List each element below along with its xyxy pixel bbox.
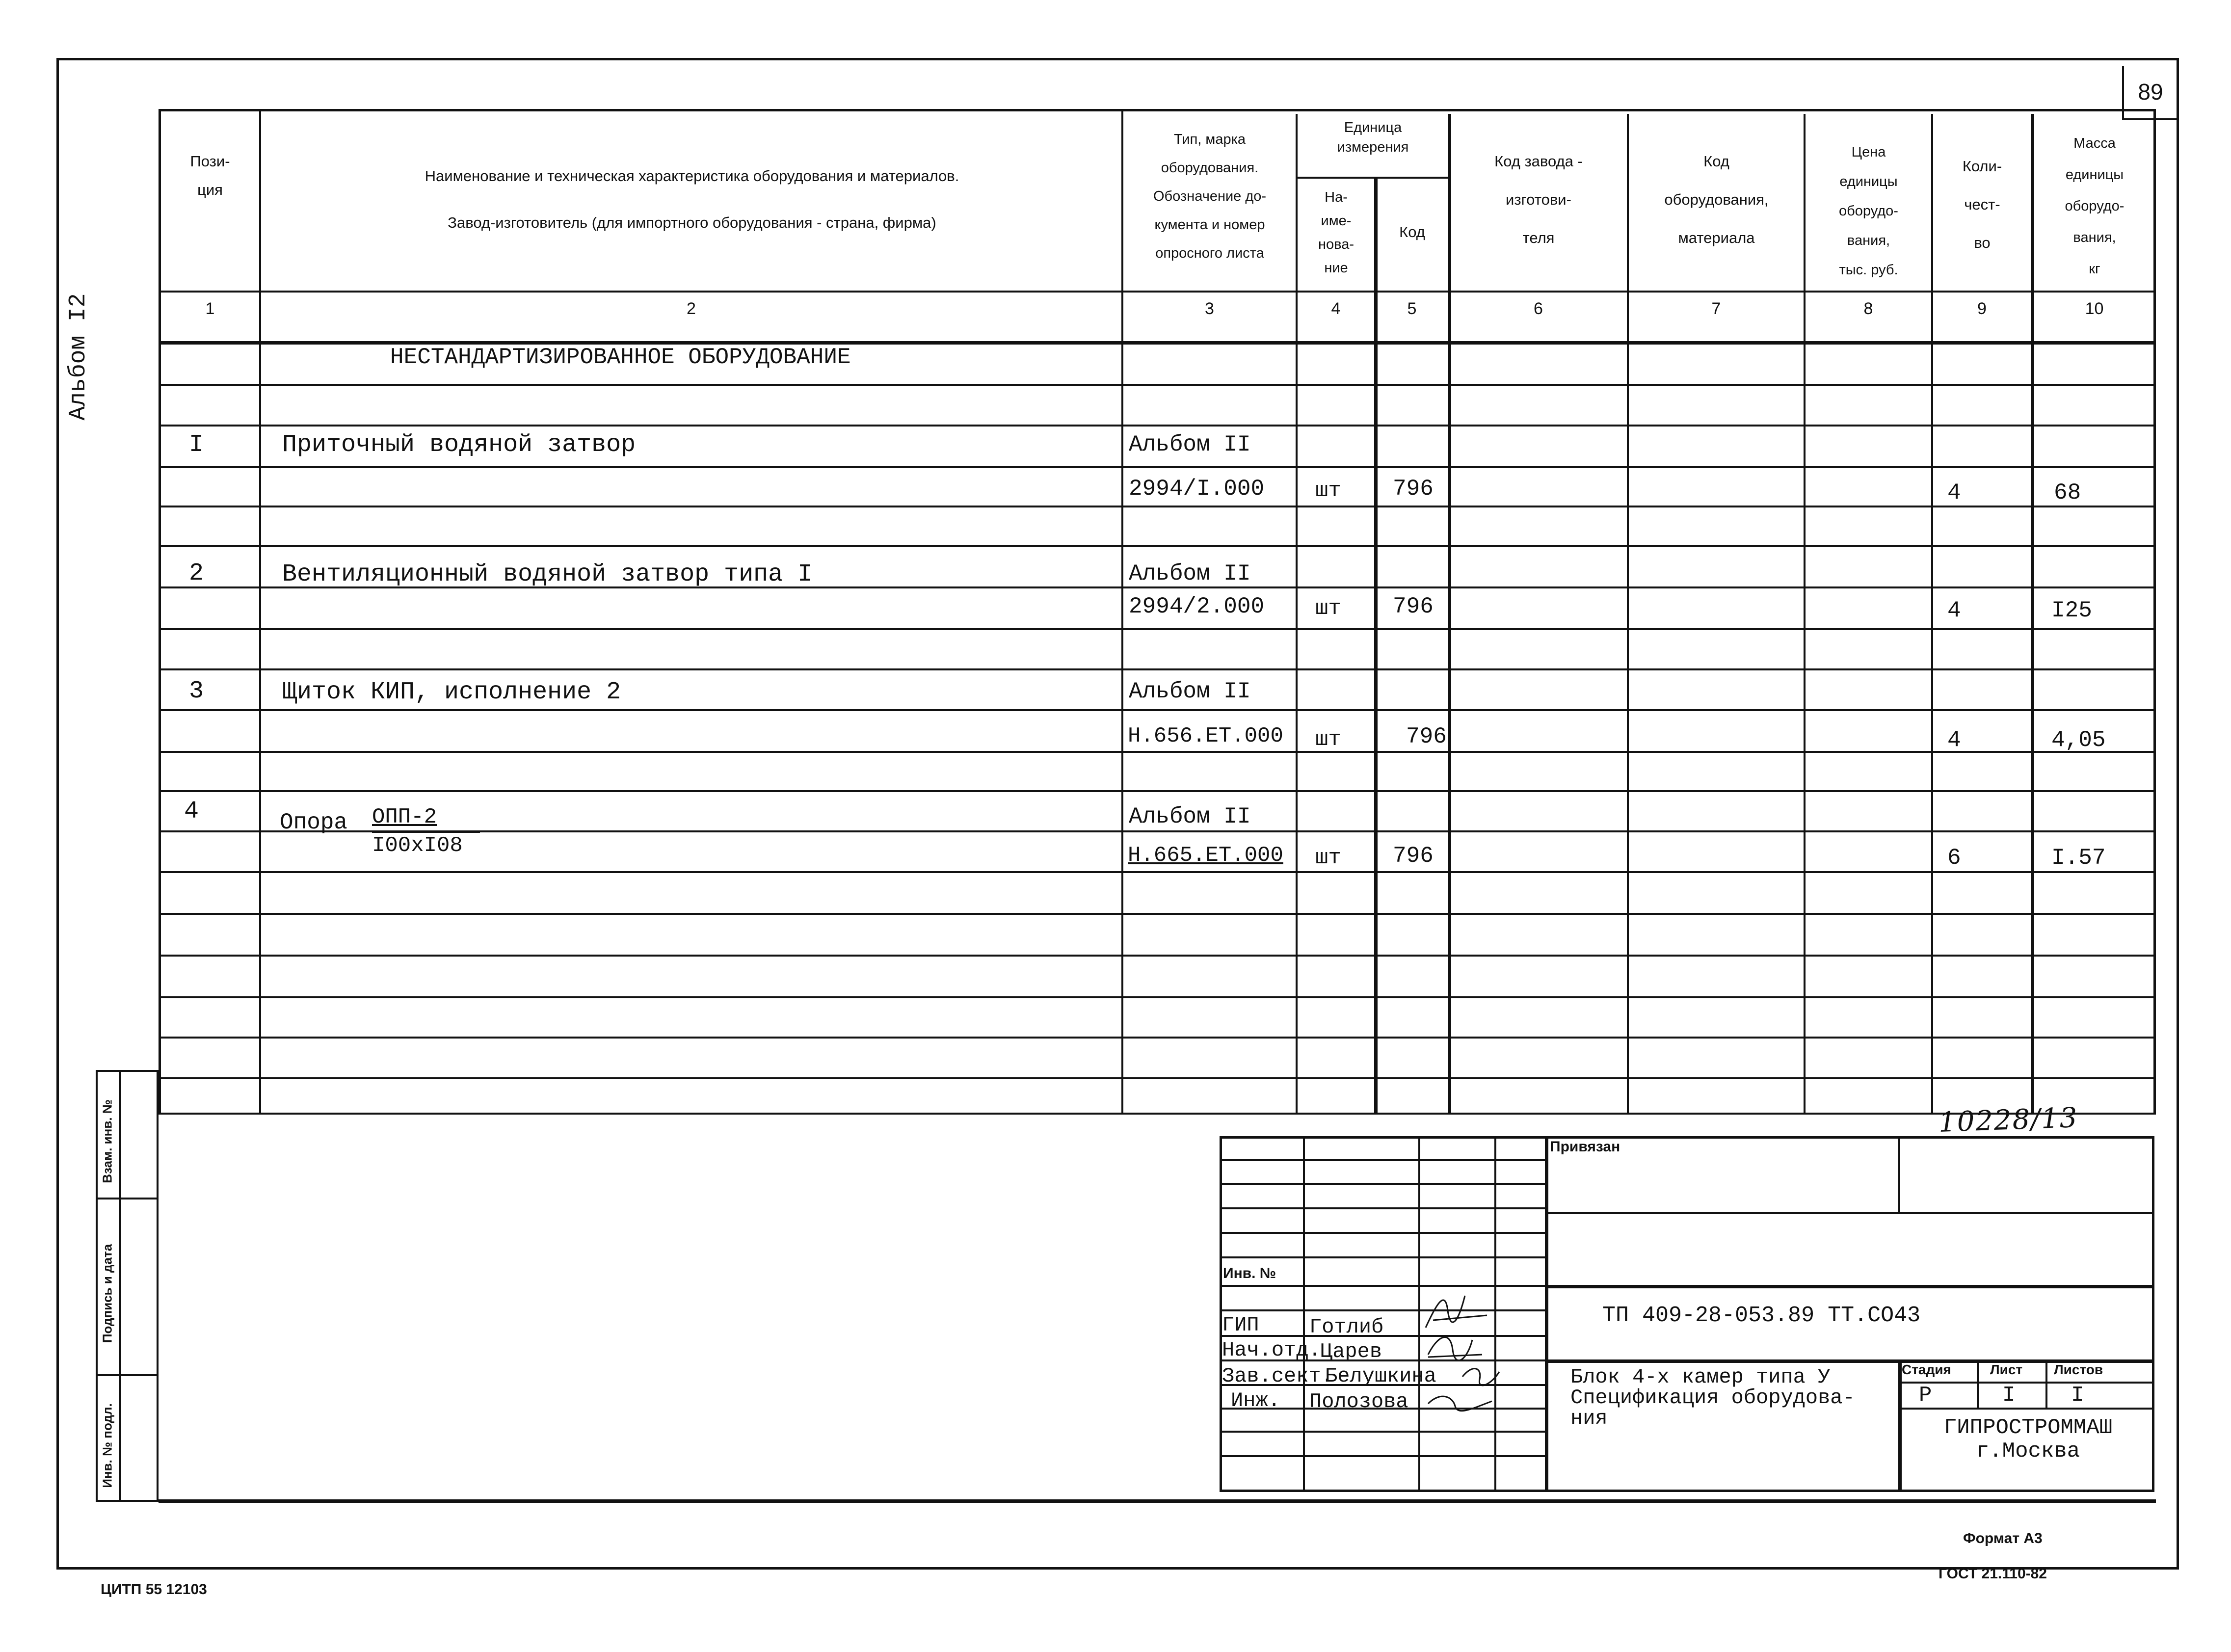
tb-vline <box>1898 1359 1902 1492</box>
item1-mass: 68 <box>2054 480 2081 506</box>
tb-name-4: Полозова <box>1309 1390 1408 1413</box>
item3-doc: Н.656.ЕТ.000 <box>1128 724 1283 748</box>
col-line <box>1804 114 1806 1113</box>
table-row-line <box>159 751 2156 753</box>
tb-role-3: Зав.сект. <box>1222 1364 1333 1388</box>
col8-header: Цена единицы оборудо- вания, тыс. руб. <box>1839 144 1898 278</box>
col10-header: Масса единицы оборудо- вания, кг <box>2065 135 2125 277</box>
gost-label: ГОСТ 21.110-82 <box>1939 1566 2047 1582</box>
col2-header-line2: Завод-изготовитель (для импортного оборудования - страна, фирма) <box>448 214 936 231</box>
item3-qty: 4 <box>1947 727 1961 753</box>
col6-header: Код завода - изготови- теля <box>1494 153 1583 246</box>
tb-name-2: Царев <box>1320 1340 1382 1363</box>
col-line <box>1296 114 1298 1113</box>
album-label: Альбом I2 <box>65 293 92 421</box>
table-row-line <box>159 628 2156 630</box>
sheet-number: 89 <box>2138 79 2163 105</box>
colnum-5: 5 <box>1407 299 1417 318</box>
item1-unit: шт <box>1315 479 1341 503</box>
unit-subheader-line <box>1296 177 1448 179</box>
col1-header: Пози- ция <box>190 153 230 198</box>
table-row-line <box>159 790 2156 792</box>
stamp-replace-inv: Взам. инв. № <box>100 1099 115 1183</box>
item2-qty: 4 <box>1947 598 1961 623</box>
col-line <box>259 109 261 1113</box>
tb-inv-no: Инв. № <box>1223 1265 1276 1281</box>
tb-sheets-label: Листов <box>2054 1362 2103 1377</box>
tb-hline <box>1545 1285 2154 1288</box>
table-bottom-line <box>159 1113 2156 1115</box>
item1-album: Альбом II <box>1129 432 1251 457</box>
format-label: Формат А3 <box>1963 1530 2043 1546</box>
tb-vline <box>2045 1359 2047 1408</box>
colnum-7: 7 <box>1711 299 1721 318</box>
tb-org: ГИПРОСТРОММАШ г.Москва <box>1943 1415 2113 1464</box>
item3-album: Альбом II <box>1129 679 1251 704</box>
table-row-line <box>159 709 2156 711</box>
item4-name: Опора <box>280 810 348 835</box>
tb-stage-label: Стадия <box>1902 1362 1951 1377</box>
item1-doc: 2994/I.000 <box>1129 476 1265 502</box>
item2-doc: 2994/2.000 <box>1129 594 1265 619</box>
table-row-line <box>159 1077 2156 1079</box>
col5-header: Код <box>1399 223 1425 240</box>
tb-row-line <box>1220 1455 1545 1457</box>
tb-title: Блок 4-х камер типа У Спецификация оборудова- ния <box>1570 1365 1855 1430</box>
item3-unit: шт <box>1315 727 1341 752</box>
handwritten-number: 10228/13 <box>1938 1102 2079 1139</box>
item3-pos: 3 <box>189 677 204 705</box>
tb-sheets: I <box>2071 1383 2084 1408</box>
tb-vline <box>1303 1136 1305 1492</box>
tb-role-1: ГИП <box>1222 1313 1259 1337</box>
colnum-10: 10 <box>2085 299 2104 318</box>
item2-unit: шт <box>1315 596 1341 621</box>
header-bottom-line <box>159 291 2156 293</box>
colnum-9: 9 <box>1977 299 1987 318</box>
col-line <box>1121 109 1123 1113</box>
signatures <box>1418 1281 1502 1423</box>
item4-pos: 4 <box>184 798 199 826</box>
signature-4 <box>1428 1396 1492 1411</box>
tb-sheet: I <box>2002 1383 2016 1408</box>
tb-name-3: Белушкина <box>1325 1364 1436 1388</box>
tb-hline <box>1898 1382 2154 1384</box>
colnum-4: 4 <box>1331 299 1341 318</box>
item4-frac-top: ОПП-2 <box>372 805 437 829</box>
col-line <box>1627 114 1629 1113</box>
item4-frac-bottom: I00xI08 <box>372 833 463 858</box>
colnum-3: 3 <box>1205 299 1214 318</box>
tb-role-4: Инж. <box>1231 1389 1280 1412</box>
tb-row-line <box>1220 1207 1545 1209</box>
col3-header: Тип, марка оборудования. Обозначение до- кумента и номер опросного листа <box>1153 132 1267 261</box>
section-title: НЕСТАНДАРТИЗИРОВАННОЕ ОБОРУДОВАНИЕ <box>390 345 851 370</box>
item4-frac-bar <box>372 831 480 833</box>
tb-hline <box>1898 1408 2154 1410</box>
tb-vline <box>1545 1136 1548 1492</box>
colnum-bottom-line <box>159 341 2156 345</box>
item2-mass: I25 <box>2051 598 2092 623</box>
colnum-1: 1 <box>205 299 215 318</box>
colnum-2: 2 <box>687 299 696 318</box>
colnum-8: 8 <box>1863 299 1873 318</box>
print-code: ЦИТП 55 12103 <box>101 1581 207 1598</box>
item2-pos: 2 <box>189 560 204 587</box>
table-row-line <box>159 466 2156 468</box>
colnum-6: 6 <box>1534 299 1543 318</box>
table-row-line <box>159 425 2156 426</box>
item2-name: Вентиляционный водяной затвор типа I <box>282 560 813 588</box>
col2-header-line1: Наименование и техническая характеристика оборудования и материалов. <box>425 167 959 185</box>
tb-row-line <box>1220 1431 1545 1433</box>
signature-1 <box>1426 1296 1487 1328</box>
item2-album: Альбом II <box>1129 561 1251 586</box>
tb-vline <box>1977 1359 1979 1408</box>
table-row-line <box>159 545 2156 547</box>
item4-code: 796 <box>1393 843 1434 869</box>
side-stamp-divider <box>119 1070 121 1502</box>
table-row-line <box>159 913 2156 915</box>
tb-role-2: Нач.отд. <box>1222 1338 1321 1362</box>
tb-sheet-label: Лист <box>1990 1362 2023 1377</box>
col9-header: Коли- чест- во <box>1962 158 2002 251</box>
signature-2 <box>1428 1337 1482 1360</box>
item1-name: Приточный водяной затвор <box>282 431 636 459</box>
table-row-line <box>159 996 2156 998</box>
item4-album: Альбом II <box>1129 804 1251 829</box>
item3-code: 796 <box>1406 724 1447 749</box>
tb-stage: Р <box>1919 1383 1932 1408</box>
table-row-line <box>159 506 2156 507</box>
item3-mass: 4,05 <box>2051 727 2106 753</box>
tb-row-line <box>1220 1256 1545 1258</box>
table-row-line <box>159 384 2156 386</box>
table-row-line <box>159 1037 2156 1039</box>
item1-code: 796 <box>1393 476 1434 502</box>
item2-code: 796 <box>1393 594 1434 619</box>
tb-row-line <box>1220 1232 1545 1234</box>
table-row-line <box>159 668 2156 670</box>
col4-header: На- име- нова- ние <box>1318 189 1354 276</box>
stamp-orig-inv: Инв. № подл. <box>100 1403 115 1488</box>
table-row-line <box>159 955 2156 957</box>
tb-doc-code: ТП 409-28-053.89 ТТ.СО43 <box>1602 1303 1921 1328</box>
col7-header: Код оборудования, материала <box>1664 153 1769 246</box>
table-row-line <box>159 871 2156 873</box>
unit-group-header: Единица измерения <box>1337 120 1409 155</box>
signature-3 <box>1462 1369 1499 1386</box>
tb-vline <box>1898 1136 1900 1212</box>
item3-name: Щиток КИП, исполнение 2 <box>282 678 621 706</box>
col-line <box>1931 114 1933 1113</box>
tb-name-1: Готлиб <box>1309 1315 1384 1339</box>
stamp-signature-date: Подпись и дата <box>100 1244 115 1343</box>
item4-doc: Н.665.ЕТ.000 <box>1128 843 1283 868</box>
item1-pos: I <box>189 431 204 459</box>
tb-hline <box>1545 1212 2154 1214</box>
item4-qty: 6 <box>1947 845 1961 871</box>
tb-row-line <box>1220 1183 1545 1185</box>
sheet-bottom-line <box>159 1499 2156 1503</box>
col-line <box>1448 114 1451 1113</box>
item1-qty: 4 <box>1947 480 1961 506</box>
tb-row-line <box>1220 1159 1545 1161</box>
item4-mass: I.57 <box>2051 845 2106 871</box>
tb-privyazan: Привязан <box>1550 1139 1620 1155</box>
item4-unit: шт <box>1315 846 1341 870</box>
